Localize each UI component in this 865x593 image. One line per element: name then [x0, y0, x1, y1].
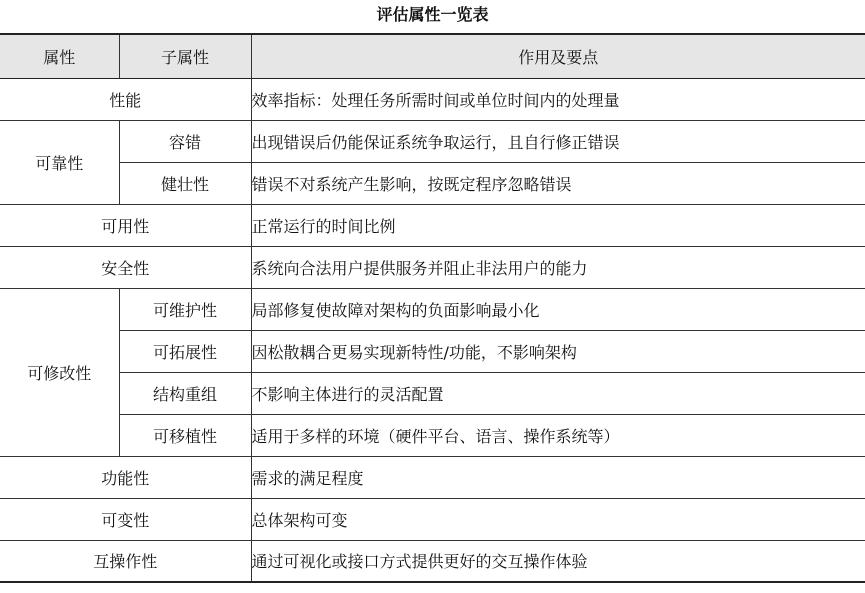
table-caption: 评估属性一览表: [376, 5, 489, 24]
sub-attribute-cell: 可拓展性: [119, 330, 251, 372]
description-cell: 总体架构可变: [251, 498, 865, 540]
description-cell: 因松散耦合更易实现新特性/功能，不影响架构: [251, 330, 865, 372]
header-purpose: 作用及要点: [251, 34, 865, 78]
attribute-cell: 功能性: [0, 456, 251, 498]
attribute-cell: 性能: [0, 78, 251, 120]
table-row: [0, 120, 865, 162]
table-row: [0, 456, 865, 498]
attribute-table: [0, 33, 865, 583]
table-row: [0, 246, 865, 288]
sub-attribute-cell: 可维护性: [119, 288, 251, 330]
description-cell: 出现错误后仍能保证系统争取运行，且自行修正错误: [251, 120, 865, 162]
sub-attribute-cell: 可移植性: [119, 414, 251, 456]
description-cell: 正常运行的时间比例: [251, 204, 865, 246]
header-attribute: 属性: [0, 34, 119, 78]
attribute-cell: 可修改性: [0, 288, 119, 456]
table-row: [0, 204, 865, 246]
header-sub-attribute: 子属性: [119, 34, 251, 78]
description-cell: 不影响主体进行的灵活配置: [251, 372, 865, 414]
attribute-cell: 安全性: [0, 246, 251, 288]
description-cell: 需求的满足程度: [251, 456, 865, 498]
table-row: [0, 372, 865, 414]
sub-attribute-cell: 健壮性: [119, 162, 251, 204]
attribute-cell: 可变性: [0, 498, 251, 540]
table-row: [0, 414, 865, 456]
table-row: [0, 78, 865, 120]
header-row: [0, 34, 865, 78]
description-cell: 系统向合法用户提供服务并阻止非法用户的能力: [251, 246, 865, 288]
attribute-cell: 互操作性: [0, 540, 251, 582]
description-cell: 效率指标：处理任务所需时间或单位时间内的处理量: [251, 78, 865, 120]
table-row: [0, 540, 865, 582]
attribute-cell: 可靠性: [0, 120, 119, 204]
table-row: [0, 498, 865, 540]
description-cell: 局部修复使故障对架构的负面影响最小化: [251, 288, 865, 330]
table-row: [0, 330, 865, 372]
sub-attribute-cell: 结构重组: [119, 372, 251, 414]
description-cell: 适用于多样的环境（硬件平台、语言、操作系统等）: [251, 414, 865, 456]
sub-attribute-cell: 容错: [119, 120, 251, 162]
description-cell: 错误不对系统产生影响，按既定程序忽略错误: [251, 162, 865, 204]
attribute-cell: 可用性: [0, 204, 251, 246]
table-row: [0, 288, 865, 330]
description-cell: 通过可视化或接口方式提供更好的交互操作体验: [251, 540, 865, 582]
table-row: [0, 162, 865, 204]
